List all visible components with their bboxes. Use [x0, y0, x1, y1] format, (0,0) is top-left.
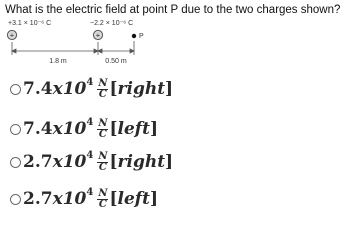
option-expression: 2.7 x10 4 $\frac{N}{C}$ [ right ] [23, 149, 174, 173]
option-coefficient: 7.4 [23, 119, 53, 139]
option-coefficient: 2.7 [23, 189, 53, 209]
radio-button[interactable] [10, 157, 21, 168]
option-unit [97, 119, 108, 140]
option-base: x10 [52, 119, 87, 139]
answer-option[interactable] [10, 116, 158, 142]
distance2-dimension [98, 41, 134, 55]
option-coefficient: 2.7 [23, 152, 53, 172]
unit-denominator: C [98, 198, 107, 210]
option-base: x10 [52, 152, 87, 172]
charge2-label: −2.2 × 10⁻⁶ C [90, 20, 134, 27]
answer-option[interactable] [10, 149, 173, 175]
radio-button[interactable] [10, 194, 21, 205]
charge2-icon [93, 30, 102, 39]
distance1-dimension [12, 42, 98, 55]
option-base: x10 [52, 79, 87, 99]
option-exponent: 4 [86, 76, 94, 88]
option-direction: right [117, 152, 166, 172]
unit-denominator: C [98, 161, 107, 173]
unit-denominator: C [98, 128, 107, 140]
option-exponent: 4 [86, 116, 94, 128]
option-expression: 7.4 x10 4 $\frac{N}{C}$ [ right ] [23, 76, 174, 100]
unit-numerator: N [98, 187, 108, 199]
option-base: x10 [52, 189, 87, 209]
charge1-sign: + [9, 30, 15, 40]
unit-numerator: N [98, 77, 108, 89]
option-direction: left [117, 119, 150, 139]
option-unit [97, 189, 108, 210]
option-exponent: 4 [86, 149, 94, 161]
unit-numerator: N [98, 117, 108, 129]
point-p-label: P [139, 33, 144, 40]
unit-denominator: C [98, 88, 107, 100]
option-direction: right [117, 79, 166, 99]
radio-button[interactable] [10, 124, 21, 135]
option-expression: 7.4 x10 4 $\frac{N}{C}$ [ left ] [23, 116, 159, 140]
option-unit [97, 152, 108, 173]
distance2-label: 0.50 m [105, 58, 127, 65]
option-expression: 2.7 x10 4 $\frac{N}{C}$ [ left ] [23, 186, 159, 210]
answer-option[interactable] [10, 76, 173, 102]
option-coefficient: 7.4 [23, 79, 53, 99]
charge1-icon [7, 30, 16, 39]
charge-diagram [0, 16, 350, 76]
unit-numerator: N [98, 150, 108, 162]
option-unit [97, 79, 108, 100]
option-direction: left [117, 189, 150, 209]
answer-option[interactable] [10, 186, 158, 212]
charge1-label: +3.1 × 10⁻⁶ C [8, 20, 52, 27]
point-p-marker [132, 34, 136, 38]
distance1-label: 1.8 m [49, 58, 67, 65]
question-text: What is the electric field at point P due to the two charges shown? [5, 4, 341, 16]
radio-button[interactable] [10, 84, 21, 95]
option-exponent: 4 [86, 186, 94, 198]
charge2-sign: + [95, 30, 101, 40]
